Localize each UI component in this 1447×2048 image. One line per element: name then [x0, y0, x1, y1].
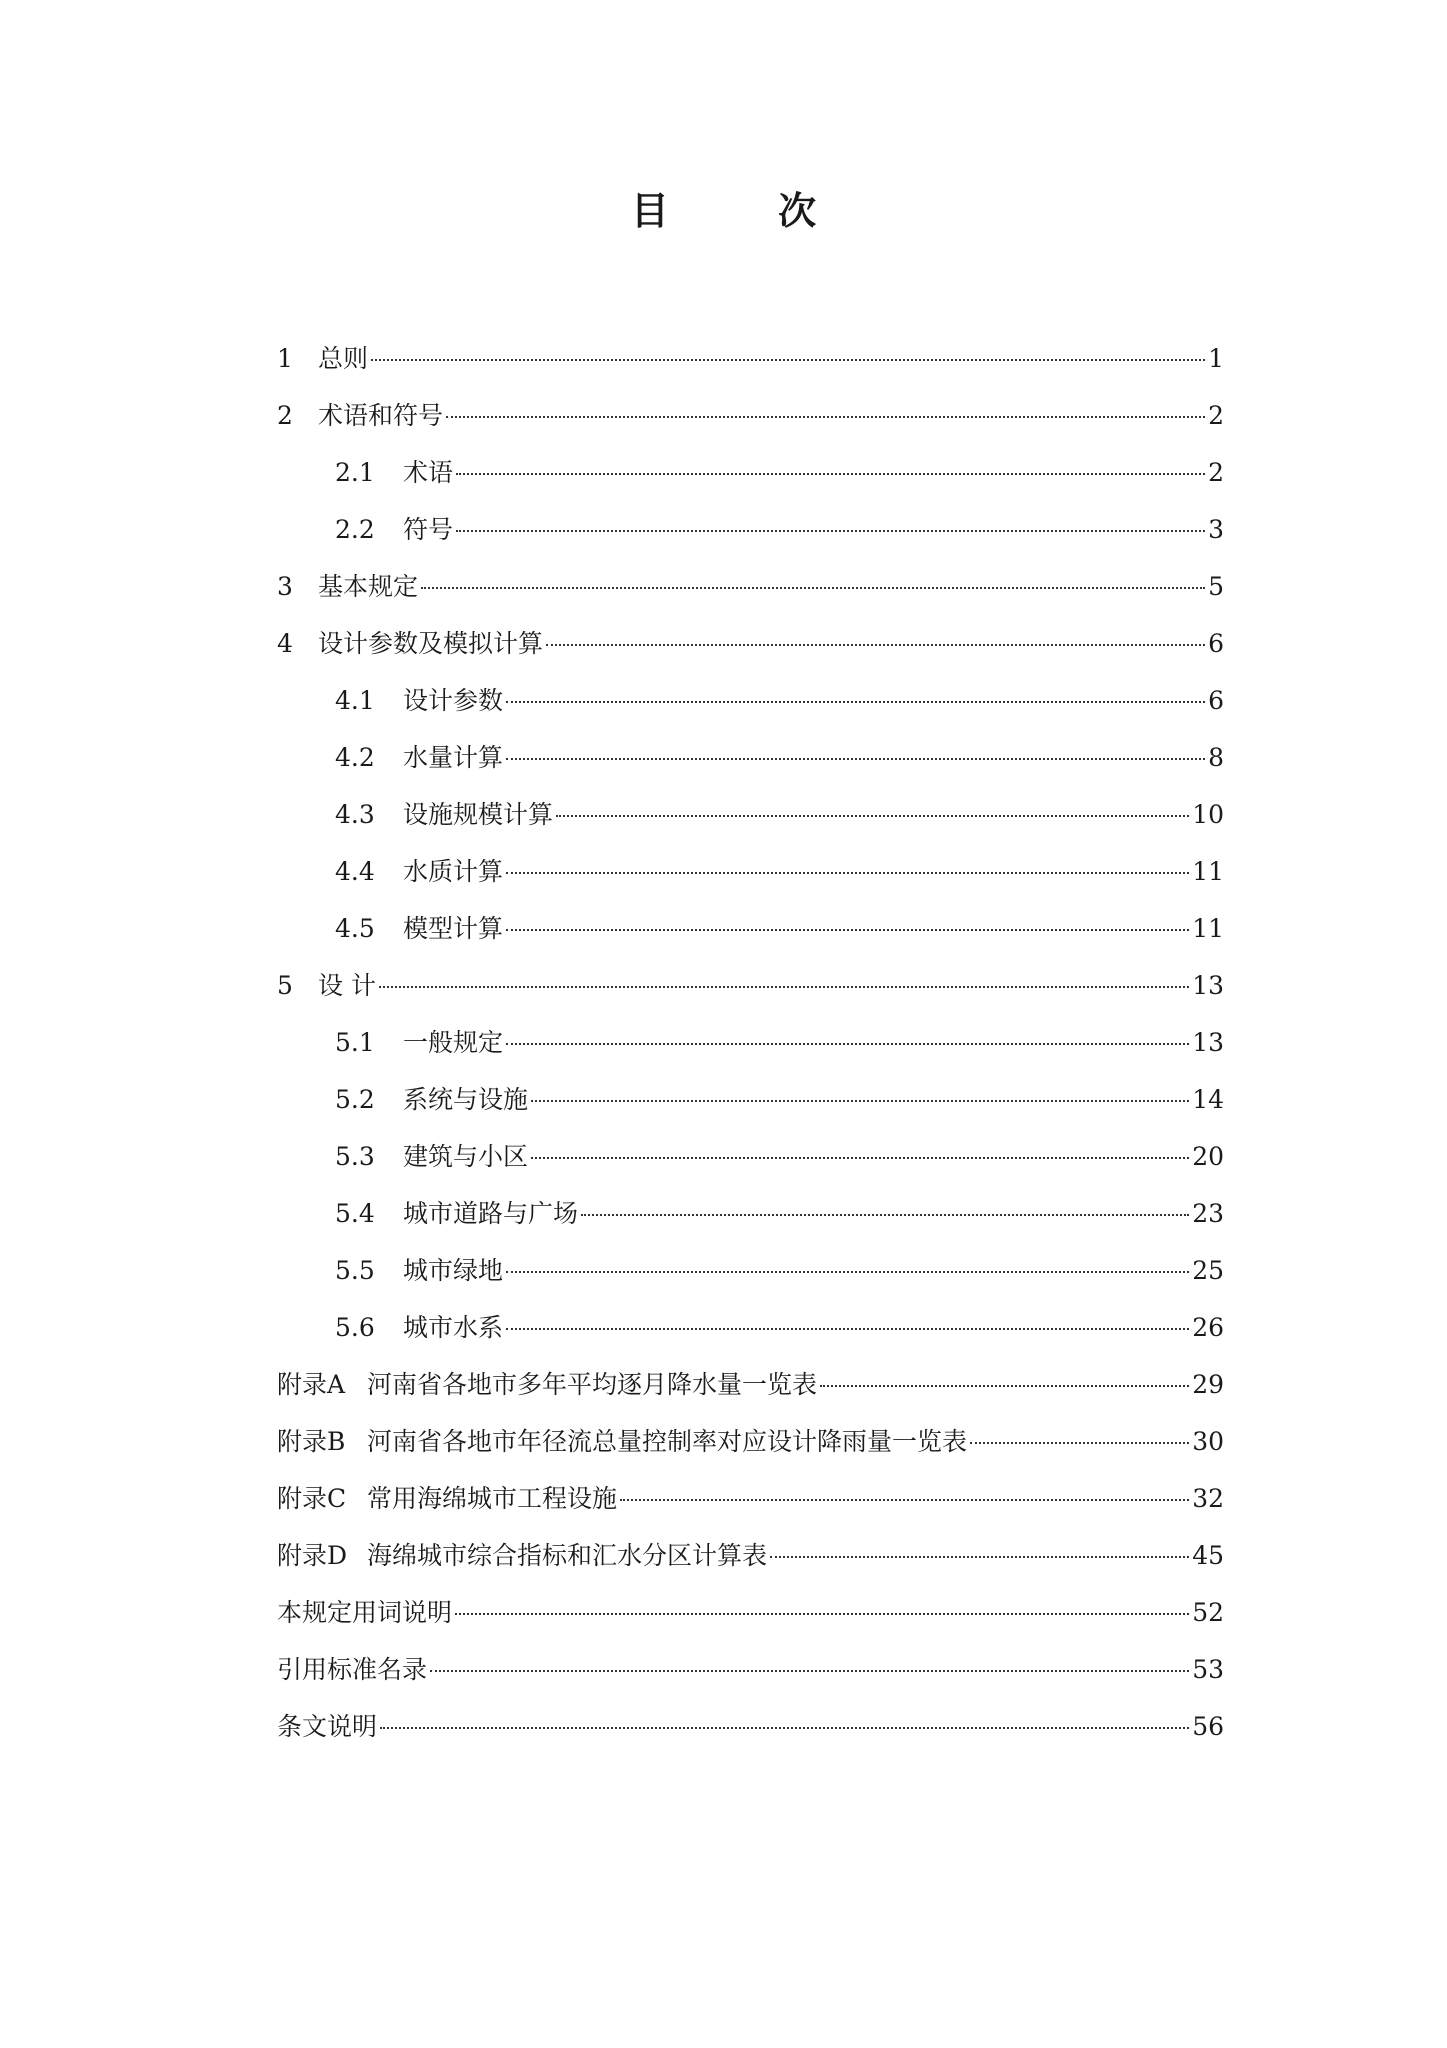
toc-entry-page-number: 26	[1192, 1313, 1224, 1342]
toc-entry-label: 常用海绵城市工程设施	[367, 1484, 618, 1513]
toc-entry-page-number: 53	[1192, 1655, 1224, 1684]
toc-entry-label: 设计参数及模拟计算	[318, 629, 544, 658]
toc-entry-label: 条文说明	[277, 1712, 378, 1741]
toc-entry-page-number: 6	[1208, 686, 1224, 715]
toc-entry-label: 系统与设施	[403, 1085, 529, 1114]
toc-entry[interactable]	[277, 330, 1224, 387]
toc-entry[interactable]	[277, 786, 1224, 843]
toc-entry-number: 2	[277, 401, 293, 430]
toc-entry[interactable]	[277, 1584, 1224, 1641]
toc-entry-number: 3	[277, 572, 293, 601]
toc-entry[interactable]	[277, 1071, 1224, 1128]
toc-entry[interactable]	[277, 558, 1224, 615]
toc-entry-number: 5.5	[335, 1256, 375, 1285]
toc-entry-page-number: 1	[1208, 344, 1224, 373]
toc-entry-number: 5	[277, 971, 293, 1000]
toc-entry-page-number: 25	[1192, 1256, 1224, 1285]
toc-entry-page-number: 10	[1192, 800, 1224, 829]
toc-entry[interactable]	[277, 444, 1224, 501]
toc-entry[interactable]	[277, 1014, 1224, 1071]
toc-dot-leader	[430, 1670, 1189, 1672]
toc-entry-label: 一般规定	[403, 1028, 504, 1057]
toc-entry-label: 城市绿地	[403, 1256, 504, 1285]
toc-dot-leader	[546, 644, 1205, 646]
toc-dot-leader	[581, 1214, 1189, 1216]
toc-entry-page-number: 30	[1192, 1427, 1224, 1456]
toc-entry-number: 5.6	[335, 1313, 375, 1342]
toc-entry[interactable]	[277, 1128, 1224, 1185]
toc-entry[interactable]	[277, 615, 1224, 672]
toc-entry-page-number: 2	[1208, 458, 1224, 487]
toc-entry-number: 5.4	[335, 1199, 375, 1228]
toc-entry-label: 河南省各地市年径流总量控制率对应设计降雨量一览表	[367, 1427, 968, 1456]
toc-entry[interactable]	[277, 501, 1224, 558]
toc-entry-label: 引用标准名录	[277, 1655, 428, 1684]
toc-entry-page-number: 52	[1192, 1598, 1224, 1627]
toc-entry-page-number: 20	[1192, 1142, 1224, 1171]
table-of-contents	[277, 330, 1224, 1755]
toc-entry[interactable]	[277, 1299, 1224, 1356]
toc-dot-leader	[531, 1100, 1189, 1102]
toc-entry-page-number: 13	[1192, 1028, 1224, 1057]
toc-dot-leader	[556, 815, 1189, 817]
toc-entry-label: 术语和符号	[318, 401, 444, 430]
toc-dot-leader	[506, 929, 1189, 931]
toc-entry[interactable]	[277, 1356, 1224, 1413]
toc-entry-page-number: 6	[1208, 629, 1224, 658]
toc-entry[interactable]	[277, 843, 1224, 900]
toc-entry-page-number: 11	[1192, 857, 1224, 886]
toc-entry-number: 5.2	[335, 1085, 375, 1114]
toc-dot-leader	[456, 473, 1205, 475]
toc-dot-leader	[506, 1328, 1189, 1330]
toc-entry[interactable]	[277, 1641, 1224, 1698]
toc-entry[interactable]	[277, 672, 1224, 729]
toc-entry[interactable]	[277, 1242, 1224, 1299]
page-title: 目 次	[630, 189, 865, 233]
toc-dot-leader	[456, 530, 1205, 532]
toc-entry-page-number: 56	[1192, 1712, 1224, 1741]
toc-entry-number: 4.4	[335, 857, 375, 886]
toc-entry-number: 2.1	[335, 458, 375, 487]
toc-entry-page-number: 14	[1192, 1085, 1224, 1114]
toc-entry-page-number: 5	[1208, 572, 1224, 601]
toc-entry[interactable]	[277, 957, 1224, 1014]
toc-entry-page-number: 45	[1192, 1541, 1224, 1570]
toc-entry-label: 模型计算	[403, 914, 504, 943]
toc-entry-label: 设施规模计算	[403, 800, 554, 829]
toc-entry-number: 5.1	[335, 1028, 375, 1057]
toc-entry-page-number: 23	[1192, 1199, 1224, 1228]
toc-entry-label: 城市水系	[403, 1313, 504, 1342]
toc-entry-number: 1	[277, 344, 293, 373]
toc-entry-number: 附录B	[277, 1427, 346, 1456]
toc-entry-number: 附录C	[277, 1484, 347, 1513]
toc-entry[interactable]	[277, 387, 1224, 444]
toc-entry-label: 海绵城市综合指标和汇水分区计算表	[367, 1541, 768, 1570]
toc-entry-label: 基本规定	[318, 572, 419, 601]
toc-dot-leader	[506, 1271, 1189, 1273]
toc-dot-leader	[506, 701, 1205, 703]
toc-entry-label: 本规定用词说明	[277, 1598, 453, 1627]
toc-entry-number: 附录A	[277, 1370, 346, 1399]
toc-dot-leader	[506, 758, 1205, 760]
toc-dot-leader	[770, 1556, 1189, 1558]
toc-entry[interactable]	[277, 900, 1224, 957]
toc-entry-number: 4.1	[335, 686, 375, 715]
toc-entry-number: 4	[277, 629, 293, 658]
toc-entry-label: 总则	[318, 344, 369, 373]
toc-entry-number: 附录D	[277, 1541, 348, 1570]
toc-entry-number: 4.2	[335, 743, 375, 772]
toc-entry-page-number: 2	[1208, 401, 1224, 430]
toc-entry-label: 水质计算	[403, 857, 504, 886]
toc-entry[interactable]	[277, 1470, 1224, 1527]
toc-entry[interactable]	[277, 729, 1224, 786]
toc-entry-label: 水量计算	[403, 743, 504, 772]
toc-entry-label: 建筑与小区	[403, 1142, 529, 1171]
toc-entry-label: 符号	[403, 515, 454, 544]
toc-entry-page-number: 11	[1192, 914, 1224, 943]
toc-entry-page-number: 32	[1192, 1484, 1224, 1513]
toc-entry-label: 术语	[403, 458, 454, 487]
toc-dot-leader	[379, 986, 1189, 988]
toc-dot-leader	[620, 1499, 1189, 1501]
toc-entry-page-number: 29	[1192, 1370, 1224, 1399]
toc-entry-label: 城市道路与广场	[403, 1199, 579, 1228]
toc-entry[interactable]	[277, 1185, 1224, 1242]
toc-dot-leader	[371, 359, 1205, 361]
toc-dot-leader	[380, 1727, 1189, 1729]
toc-entry-number: 2.2	[335, 515, 375, 544]
toc-entry[interactable]	[277, 1527, 1224, 1584]
toc-entry-number: 4.3	[335, 800, 375, 829]
toc-entry-page-number: 8	[1208, 743, 1224, 772]
toc-entry[interactable]	[277, 1698, 1224, 1755]
toc-entry-page-number: 3	[1208, 515, 1224, 544]
toc-entry-page-number: 13	[1192, 971, 1224, 1000]
toc-dot-leader	[531, 1157, 1189, 1159]
toc-dot-leader	[446, 416, 1205, 418]
toc-dot-leader	[421, 587, 1205, 589]
toc-entry-label: 河南省各地市多年平均逐月降水量一览表	[367, 1370, 818, 1399]
toc-dot-leader	[506, 1043, 1189, 1045]
toc-dot-leader	[455, 1613, 1189, 1615]
toc-dot-leader	[506, 872, 1189, 874]
toc-entry-number: 4.5	[335, 914, 375, 943]
toc-entry-label: 设 计	[318, 971, 376, 1000]
toc-entry-label: 设计参数	[403, 686, 504, 715]
toc-entry-number: 5.3	[335, 1142, 375, 1171]
toc-dot-leader	[820, 1385, 1189, 1387]
toc-dot-leader	[970, 1442, 1189, 1444]
toc-entry[interactable]	[277, 1413, 1224, 1470]
